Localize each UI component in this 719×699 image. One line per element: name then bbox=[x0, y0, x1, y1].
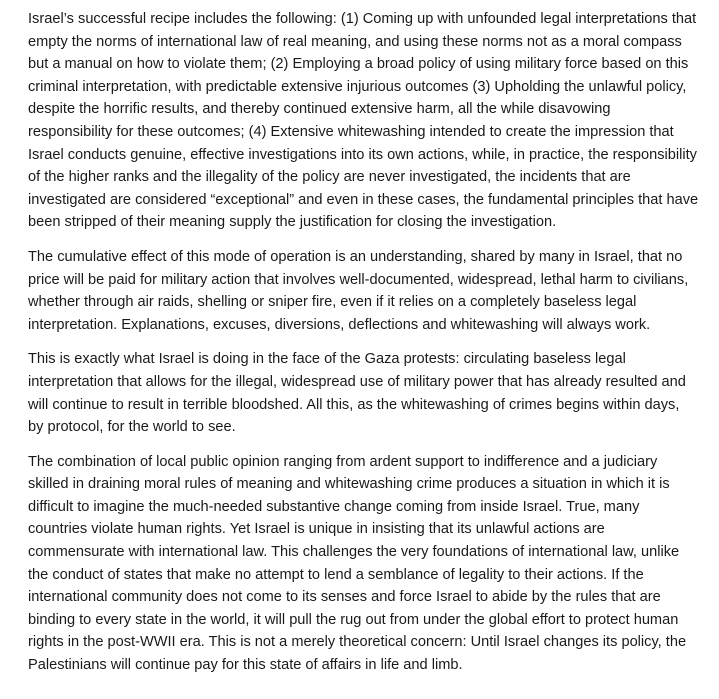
text-line: by protocol, for the world to see. bbox=[28, 419, 236, 436]
paragraph-gaza-protests bbox=[28, 348, 710, 438]
text-line: international community does not come to its senses and force Israel to abide by the rules that are bbox=[28, 589, 661, 606]
text-line: The cumulative effect of this mode of operation is an understanding, shared by many in Israel, that no bbox=[28, 248, 683, 265]
paragraph-public-opinion bbox=[28, 451, 710, 677]
text-line: difficult to imagine the much-needed substantive change coming from inside Israel. True, many bbox=[28, 498, 640, 515]
text-line: countries violate human rights. Yet Israel is unique in insisting that its unlawful actions are bbox=[28, 521, 605, 538]
text-line: the conduct of states that make no attempt to lend a semblance of legality to their actions. If the bbox=[28, 566, 644, 583]
text-line: price will be paid for military action that involves well-documented, widespread, lethal harm to civilians, bbox=[28, 271, 689, 288]
text-line: investigated are considered “exceptional” and even in these cases, the fundamental principles that have bbox=[28, 191, 699, 208]
text-line: Israel’s successful recipe includes the following: (1) Coming up with unfounded legal interpretations that bbox=[28, 11, 697, 27]
text-line: Israel conducts genuine, effective investigations into its own actions, while, in practice, the responsibility bbox=[28, 146, 697, 163]
text-line: but a manual on how to violate them; (2) Employing a broad policy of using military force based on this bbox=[28, 56, 689, 73]
paragraph-recipe bbox=[28, 8, 710, 234]
text-line: despite the horrific results, and thereby continued extensive harm, all the while disavowing bbox=[28, 101, 611, 118]
paragraph-cumulative-effect bbox=[28, 246, 710, 336]
text-line: commensurate with international law. This challenges the very foundations of international law, unlike bbox=[28, 544, 680, 561]
text-line: This is exactly what Israel is doing in the face of the Gaza protests: circulating baseless legal bbox=[28, 351, 626, 368]
text-line: binding to every state in the world, it will pull the rug out from under the global effort to protect human bbox=[28, 611, 679, 628]
text-line: responsibility for these outcomes; (4) Extensive whitewashing intended to create the impression that bbox=[28, 123, 674, 140]
text-line: skilled in draining moral rules of meaning and whitewashing crime produces a situation in which it is bbox=[28, 476, 670, 493]
text-line: interpretation. Explanations, excuses, diversions, deflections and whitewashing will always work. bbox=[28, 316, 651, 333]
text-line: whether through air raids, shelling or sniper fire, even if it relies on a completely baseless legal bbox=[28, 294, 637, 311]
text-line: Palestinians will continue pay for this state of affairs in life and limb. bbox=[28, 657, 463, 674]
text-line: will continue to result in terrible bloodshed. All this, as the whitewashing of crimes begins within days, bbox=[28, 396, 680, 413]
text-line: empty the norms of international law of real meaning, and using these norms not as a moral compass bbox=[28, 33, 682, 50]
text-line: criminal interpretation, with predictable extensive injurious outcomes (3) Upholding the unlawful policy, bbox=[28, 78, 687, 95]
document-body bbox=[28, 8, 710, 689]
text-line: been stripped of their meaning supply the justification for closing the investigation. bbox=[28, 214, 557, 231]
text-line: interpretation that allows for the illegal, widespread use of military power that has already resulted and bbox=[28, 373, 686, 390]
text-line: The combination of local public opinion ranging from ardent support to indifference and a judiciary bbox=[28, 453, 658, 470]
text-line: rights in the post-WWII era. This is not a merely theoretical concern: Until Israel changes its policy, the bbox=[28, 634, 687, 651]
text-line: of the higher ranks and the illegality of the policy are never investigated, the incidents that are bbox=[28, 169, 631, 186]
